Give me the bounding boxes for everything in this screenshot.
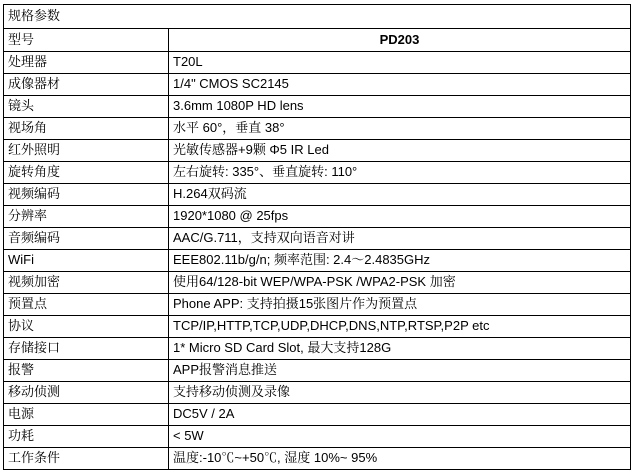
page-title: 规格参数 [4,5,631,29]
row-label: 存储接口 [4,338,169,360]
row-label: WiFi [4,250,169,272]
table-row [4,316,631,338]
row-label: 预置点 [4,294,169,316]
table-row [4,228,631,250]
table-row [4,294,631,316]
row-value: 光敏传感器+9颗 Φ5 IR Led [169,140,631,162]
row-label: 功耗 [4,426,169,448]
row-value: TCP/IP,HTTP,TCP,UDP,DHCP,DNS,NTP,RTSP,P2P etc [169,316,631,338]
table-row [4,52,631,74]
row-value: EEE802.11b/g/n; 频率范围: 2.4～2.4835GHz [169,250,631,272]
row-label: 视频编码 [4,184,169,206]
row-value: H.264双码流 [169,184,631,206]
row-value: DC5V / 2A [169,404,631,426]
row-value: AAC/G.711，支持双向语音对讲 [169,228,631,250]
row-label: 音频编码 [4,228,169,250]
row-value: < 5W [169,426,631,448]
row-value: 水平 60°，垂直 38° [169,118,631,140]
row-value: T20L [169,52,631,74]
table-title-row [4,5,631,29]
row-value: Phone APP: 支持拍摄15张图片作为预置点 [169,294,631,316]
table-row [4,360,631,382]
row-value: 3.6mm 1080P HD lens [169,96,631,118]
row-value: 使用64/128-bit WEP/WPA-PSK /WPA2-PSK 加密 [169,272,631,294]
row-label: 移动侦测 [4,382,169,404]
row-label: 视场角 [4,118,169,140]
table-row [4,382,631,404]
table-row [4,206,631,228]
row-label: 镜头 [4,96,169,118]
row-label: 协议 [4,316,169,338]
row-label: 成像器材 [4,74,169,96]
table-row [4,162,631,184]
column-header-model-value: PD203 [169,29,631,52]
table-row [4,338,631,360]
row-value: 1/4" CMOS SC2145 [169,74,631,96]
row-label: 工作条件 [4,448,169,470]
row-label: 处理器 [4,52,169,74]
table-row [4,404,631,426]
column-header-model: 型号 [4,29,169,52]
table-row [4,96,631,118]
table-row [4,250,631,272]
row-value: APP报警消息推送 [169,360,631,382]
table-row [4,74,631,96]
row-label: 旋转角度 [4,162,169,184]
row-value: 1920*1080 @ 25fps [169,206,631,228]
row-value: 1* Micro SD Card Slot, 最大支持128G [169,338,631,360]
row-label: 分辨率 [4,206,169,228]
row-value: 支持移动侦测及录像 [169,382,631,404]
table-row [4,118,631,140]
table-header-row [4,29,631,52]
table-row [4,140,631,162]
row-label: 报警 [4,360,169,382]
table-row [4,272,631,294]
row-label: 红外照明 [4,140,169,162]
table-row [4,426,631,448]
table-row [4,184,631,206]
spec-table [3,4,631,470]
spec-table-body [4,5,631,470]
row-value: 温度:-10℃~+50℃, 湿度 10%~ 95% [169,448,631,470]
row-label: 电源 [4,404,169,426]
row-label: 视频加密 [4,272,169,294]
row-value: 左右旋转: 335°、垂直旋转: 110° [169,162,631,184]
